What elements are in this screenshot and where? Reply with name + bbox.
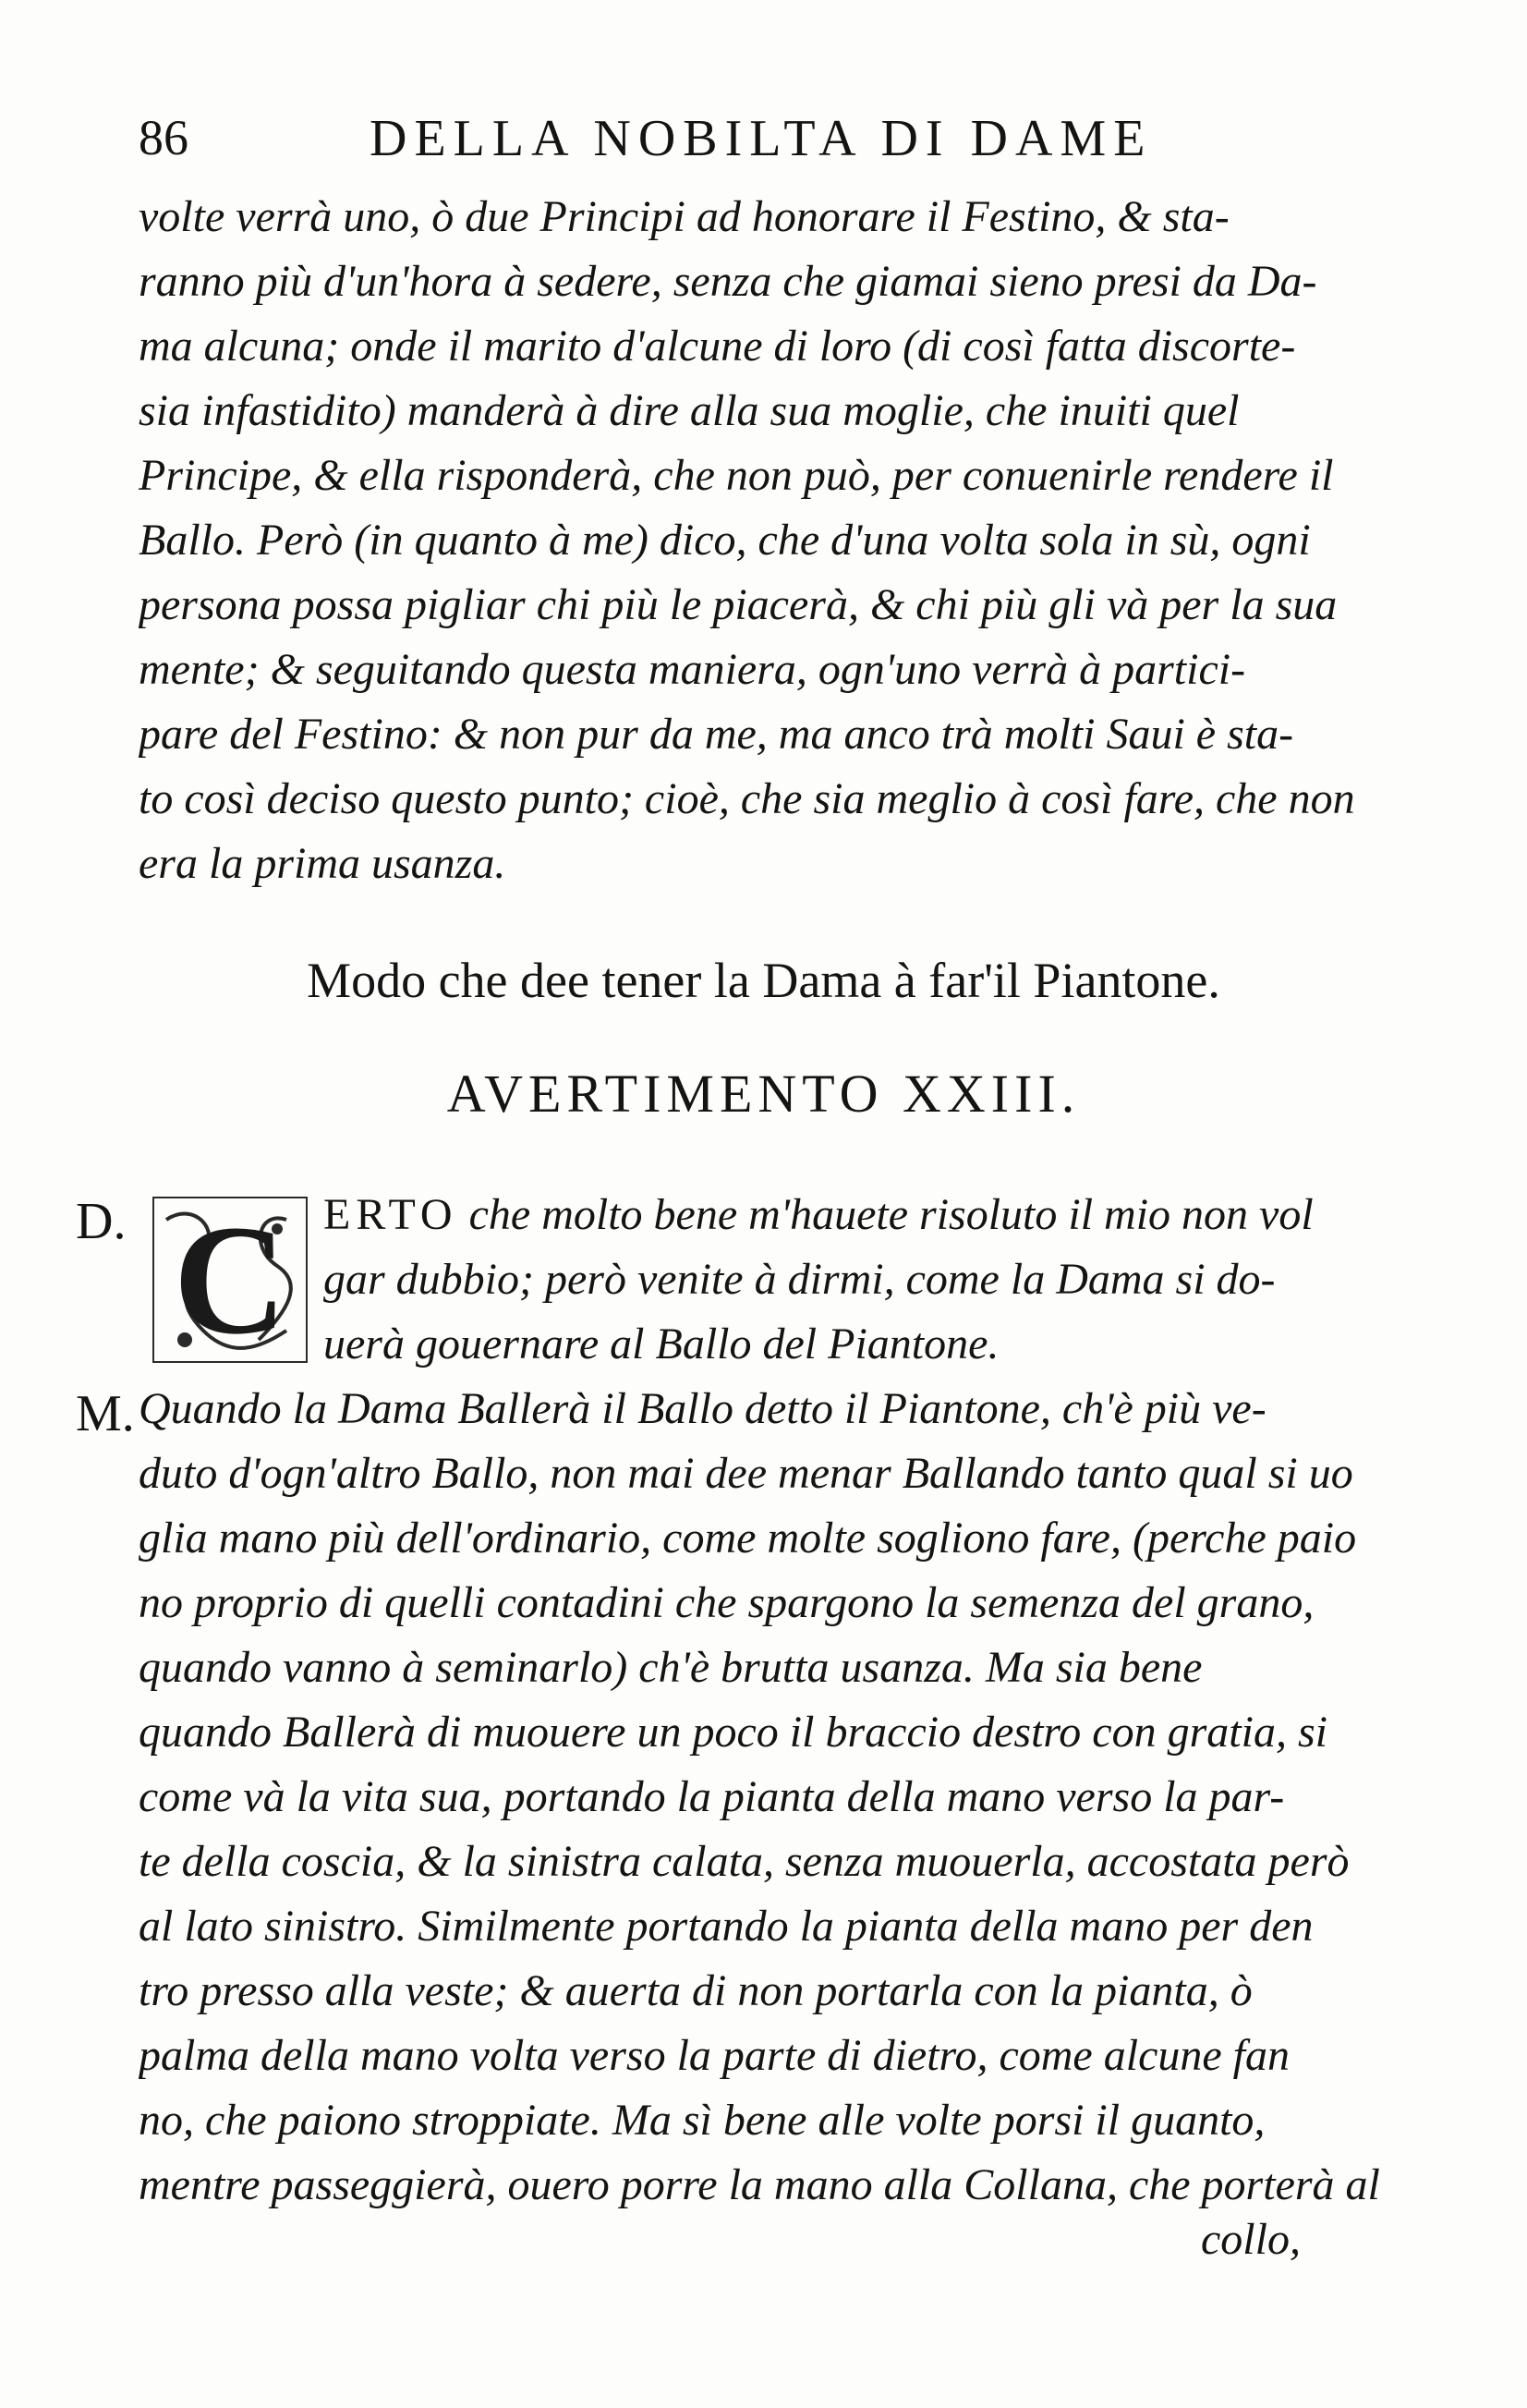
text-line: quando vanno à seminarlo) ch'è brutta usanza. Ma sia bene	[139, 1643, 1203, 1692]
m-paragraph	[139, 1377, 1395, 2218]
text-line: mente; & seguitando questa maniera, ogn'uno verrà à partici-	[139, 645, 1246, 694]
text-line: duto d'ogn'altro Ballo, non mai dee menar Ballando tanto qual si uo	[139, 1449, 1353, 1498]
text-line: ranno più d'un'hora à sedere, senza che giamai sieno presi da Da-	[139, 257, 1317, 306]
text-line: mentre passeggierà, ouero porre la mano alla Collana, che porterà al	[139, 2160, 1380, 2209]
text-line: come và la vita sua, portando la pianta della mano verso la par-	[139, 1772, 1285, 1821]
decorated-initial	[148, 1192, 312, 1368]
text-line: Principe, & ella risponderà, che non può, per conuenirle rendere il	[139, 451, 1334, 500]
text-line: ma alcuna; onde il marito d'alcune di loro (di così fatta discorte-	[139, 322, 1296, 371]
text-line: al lato sinistro. Similmente portando la pianta della mano per den	[139, 1902, 1314, 1951]
text-line: volte verrà uno, ò due Principi ad honorare il Festino, & sta-	[139, 192, 1230, 241]
speaker-d-label: D.	[76, 1193, 127, 1250]
page-header	[139, 109, 1247, 174]
catchword: collo,	[1201, 2215, 1301, 2264]
text-line: gar dubbio; però venite à dirmi, come la Dama si do-	[323, 1255, 1276, 1304]
text-line: to così deciso questo punto; cioè, che sia meglio à così fare, che non	[139, 774, 1355, 823]
text-line: te della coscia, & la sinistra calata, senza muouerla, accostata però	[139, 1837, 1350, 1886]
text-line: quando Ballerà di muouere un poco il braccio destro con gratia, si	[139, 1708, 1327, 1757]
section-title: Modo che dee tener la Dama à far'il Piantone.	[307, 953, 1220, 1008]
text-line: pare del Festino: & non pur da me, ma anco trà molti Saui è sta-	[139, 710, 1294, 759]
text-line: Quando la Dama Ballerà il Ballo detto il Piantone, ch'è più ve-	[139, 1384, 1266, 1433]
text-line: uerà gouernare al Ballo del Piantone.	[323, 1320, 1000, 1368]
d-paragraph	[323, 1183, 1413, 1377]
text-line	[323, 1183, 1413, 1247]
text-line: persona possa pigliar chi più le piacerà, & chi più gli và per la sua	[139, 580, 1338, 629]
top-paragraph	[139, 185, 1395, 896]
page-number: 86	[139, 110, 188, 165]
text-line: glia mano più dell'ordinario, come molte sogliono fare, (perche paio	[139, 1514, 1357, 1563]
text-line: Ballo. Però (in quanto à me) dico, che d'una volta sola in sù, ogni	[139, 516, 1311, 565]
text-line: tro presso alla veste; & auerta di non portarla con la pianta, ò	[139, 1966, 1253, 2015]
avertimento-title: AVERTIMENTO XXIII.	[446, 1064, 1081, 1124]
running-head: DELLA NOBILTA DI DAME	[370, 110, 1153, 167]
text-line: palma della mano volta verso la parte di dietro, come alcune fan	[139, 2031, 1291, 2080]
text-line: no, che paiono stroppiate. Ma sì bene alle volte porsi il guanto,	[139, 2096, 1266, 2145]
speaker-m-label: M.	[76, 1385, 135, 1442]
text-fragment: che molto bene m'hauete risoluto il mio non vol	[468, 1190, 1314, 1239]
text-line: no proprio di quelli contadini che spargono la semenza del grano,	[139, 1578, 1315, 1627]
text-line: era la prima usanza.	[139, 839, 506, 888]
initial-letter: C	[173, 1193, 287, 1367]
text-line: sia infastidito) manderà à dire alla sua moglie, che inuiti quel	[139, 386, 1240, 435]
initial-caps: ERTO	[323, 1190, 458, 1239]
